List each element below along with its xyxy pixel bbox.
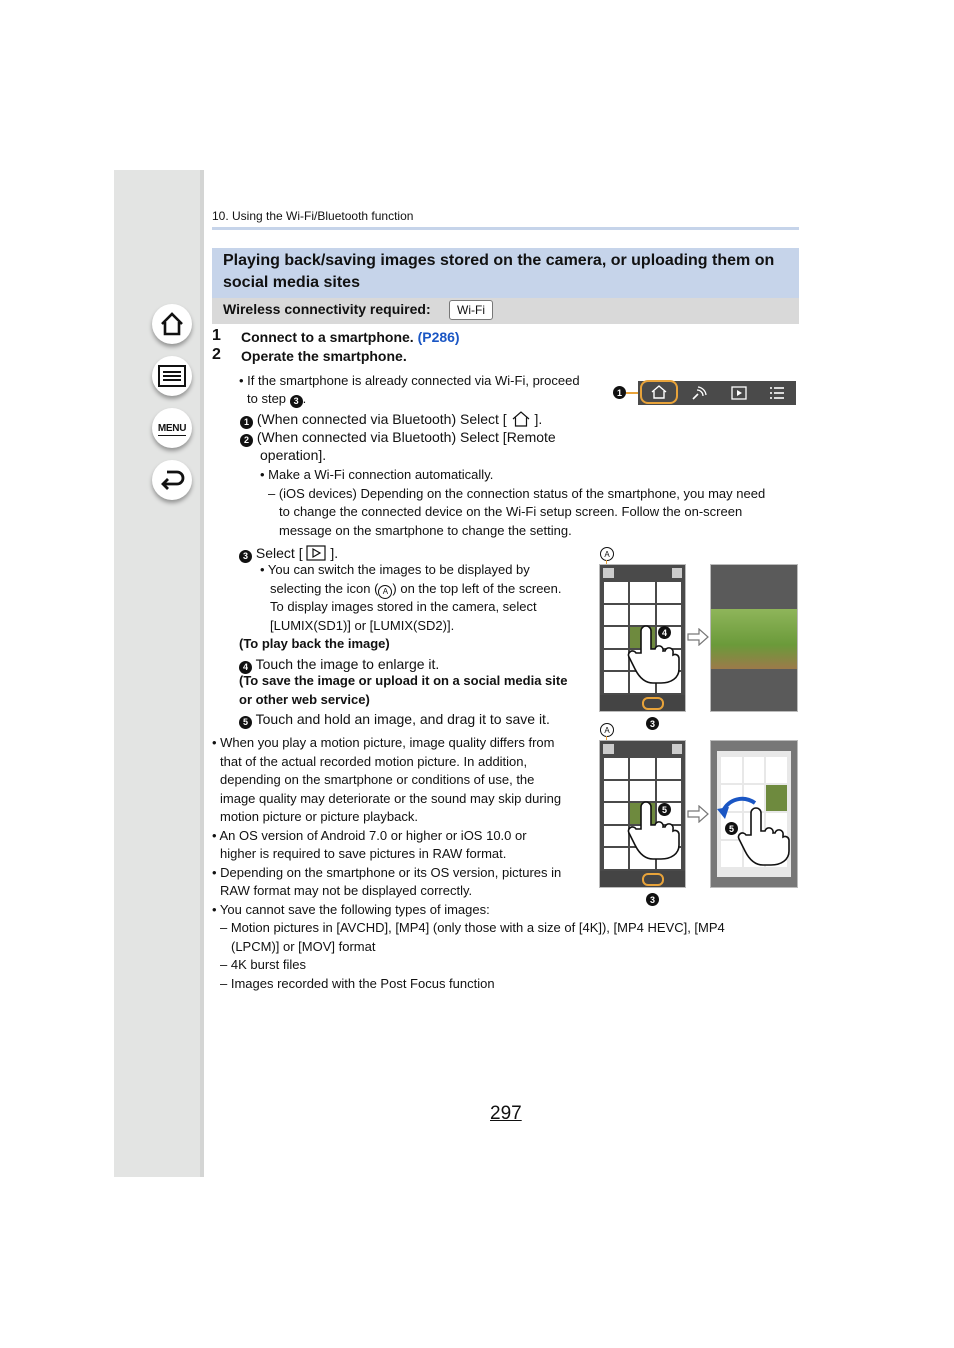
step-1-number: 1 xyxy=(212,327,221,344)
substep-2-text: (When connected via Bluetooth) Select [Remote xyxy=(256,429,556,445)
substep-3-close: ]. xyxy=(330,545,339,561)
return-arrow-icon xyxy=(159,468,185,492)
substep-4 xyxy=(239,655,439,674)
select-icon xyxy=(672,744,682,754)
marker-4: 4 xyxy=(658,626,671,639)
marker-1: 1 xyxy=(240,416,253,429)
switch-note-1: • You can switch the images to be displayed by xyxy=(260,562,530,577)
arrow-right-icon xyxy=(687,628,709,646)
note-line: that of the actual recorded motion picture. In addition, xyxy=(220,754,528,769)
back-button[interactable] xyxy=(152,460,192,500)
substep-1-text: (When connected via Bluetooth) Select [ xyxy=(256,411,507,427)
hand-touch-icon xyxy=(735,805,791,867)
note-line: – 4K burst files xyxy=(220,957,306,972)
app-toolbar-illustration xyxy=(612,380,798,406)
playback-illustration xyxy=(597,545,799,735)
marker-a: A xyxy=(600,723,614,737)
already-connected-note: • If the smartphone is already connected via Wi-Fi, proceed xyxy=(239,373,580,388)
substep-5-text: Touch and hold an image, and drag it to save it. xyxy=(255,711,550,727)
header-rule xyxy=(212,227,799,230)
phone-enlarged-screen xyxy=(710,564,798,712)
select-icon xyxy=(672,568,682,578)
note-line: • An OS version of Android 7.0 or higher or iOS 10.0 or xyxy=(212,828,527,843)
switch-note-3: To display images stored in the camera, select xyxy=(270,599,537,614)
note-line: • When you play a motion picture, image quality differs from xyxy=(212,735,555,750)
step-1-text xyxy=(241,329,460,345)
marker-a: A xyxy=(600,547,614,561)
home-icon xyxy=(159,311,185,337)
note-line: – Images recorded with the Post Focus function xyxy=(220,976,495,991)
note-line: higher is required to save pictures in RAW format. xyxy=(220,846,507,861)
playback-icon xyxy=(731,386,747,400)
home-icon xyxy=(511,411,531,427)
marker-3: 3 xyxy=(290,395,303,408)
marker-3: 3 xyxy=(239,550,252,563)
step-2-number: 2 xyxy=(212,346,221,363)
substep-2-cont: operation]. xyxy=(260,447,327,463)
marker-4: 4 xyxy=(239,661,252,674)
ios-note-3: message on the smartphone to change the setting. xyxy=(279,523,572,538)
substep-1 xyxy=(240,410,542,429)
sidebar xyxy=(114,170,204,1177)
playback-icon xyxy=(306,545,326,561)
note-line: image quality may deteriorate or the sound may skip during xyxy=(220,791,562,806)
page-title: Playing back/saving images stored on the camera, or uploading them on social media sites xyxy=(223,252,775,291)
toolbar-playback-highlight[interactable] xyxy=(642,873,664,886)
note-line: depending on the smartphone or conditions of use, the xyxy=(220,772,535,787)
step-1-label: Connect to a smartphone. xyxy=(241,329,414,345)
switch-note-2b: ) on the top left of the screen. xyxy=(392,581,562,596)
already-connected-note-2: to step 3 . xyxy=(247,391,307,406)
substep-3 xyxy=(239,544,338,563)
marker-5: 5 xyxy=(239,716,252,729)
marker-5: 5 xyxy=(725,822,738,835)
marker-3: 3 xyxy=(646,893,659,906)
source-switch-icon[interactable] xyxy=(603,568,614,578)
substep-2 xyxy=(240,428,556,447)
save-heading-1: (To save the image or upload it on a social media site xyxy=(239,673,568,688)
list-icon xyxy=(158,365,186,387)
note-line: – Motion pictures in [AVCHD], [MP4] (only those with a size of [4K]), [MP4 HEVC], [MP4 xyxy=(220,920,725,935)
marker-2: 2 xyxy=(240,434,253,447)
wifi-badge: Wi-Fi xyxy=(449,300,493,320)
note-line: RAW format may not be displayed correctly. xyxy=(220,883,473,898)
ios-note-1: – (iOS devices) Depending on the connection status of the smartphone, you may need xyxy=(268,486,766,501)
menu-label: MENU xyxy=(157,422,187,434)
wifi-auto-note: • Make a Wi-Fi connection automatically. xyxy=(260,467,494,482)
substep-1-close: ]. xyxy=(534,411,543,427)
marker-3: 3 xyxy=(646,717,659,730)
wireless-label: Wireless connectivity required: xyxy=(223,301,431,317)
marker-a: A xyxy=(378,585,392,599)
source-switch-icon[interactable] xyxy=(603,744,614,754)
switch-note-2 xyxy=(270,580,562,599)
play-heading: (To play back the image) xyxy=(239,636,390,651)
page-number: 297 xyxy=(490,1103,522,1124)
hand-touch-icon xyxy=(625,623,681,685)
switch-note-4: [LUMIX(SD1)] or [LUMIX(SD2)]. xyxy=(270,618,455,633)
substep-5 xyxy=(239,710,550,729)
substep-4-text: Touch the image to enlarge it. xyxy=(255,656,440,672)
save-illustration xyxy=(597,721,799,911)
marker-5: 5 xyxy=(658,803,671,816)
menu-button[interactable] xyxy=(152,408,192,448)
note-line: motion picture or picture playback. xyxy=(220,809,418,824)
switch-note-2a: selecting the icon ( xyxy=(270,581,379,596)
already-connected-text: to step xyxy=(247,391,287,406)
step-1-link[interactable]: (P286) xyxy=(417,329,460,345)
note-line: • You cannot save the following types of images: xyxy=(212,902,490,917)
step-2-text: Operate the smartphone. xyxy=(241,348,407,364)
note-line: (LPCM)] or [MOV] format xyxy=(231,939,376,954)
ios-note-2: to change the connected device on the Wi-Fi setup screen. Follow the on-screen xyxy=(279,504,743,519)
contents-list-button[interactable] xyxy=(152,356,192,396)
enlarged-photo xyxy=(711,609,797,669)
marker-1: 1 xyxy=(613,386,626,399)
arrow-right-icon xyxy=(687,805,709,823)
remote-operation-icon xyxy=(690,385,708,401)
substep-3-text: Select [ xyxy=(255,545,303,561)
toolbar-home-highlight[interactable] xyxy=(640,380,678,404)
list-icon xyxy=(769,386,785,400)
home-icon xyxy=(650,385,668,399)
note-line: • Depending on the smartphone or its OS version, pictures in xyxy=(212,865,562,880)
hand-touch-icon xyxy=(625,799,681,861)
save-heading-2: or other web service) xyxy=(239,692,370,707)
chapter-header: 10. Using the Wi-Fi/Bluetooth function xyxy=(212,209,414,223)
home-button[interactable] xyxy=(152,304,192,344)
toolbar-playback-highlight[interactable] xyxy=(642,697,664,710)
